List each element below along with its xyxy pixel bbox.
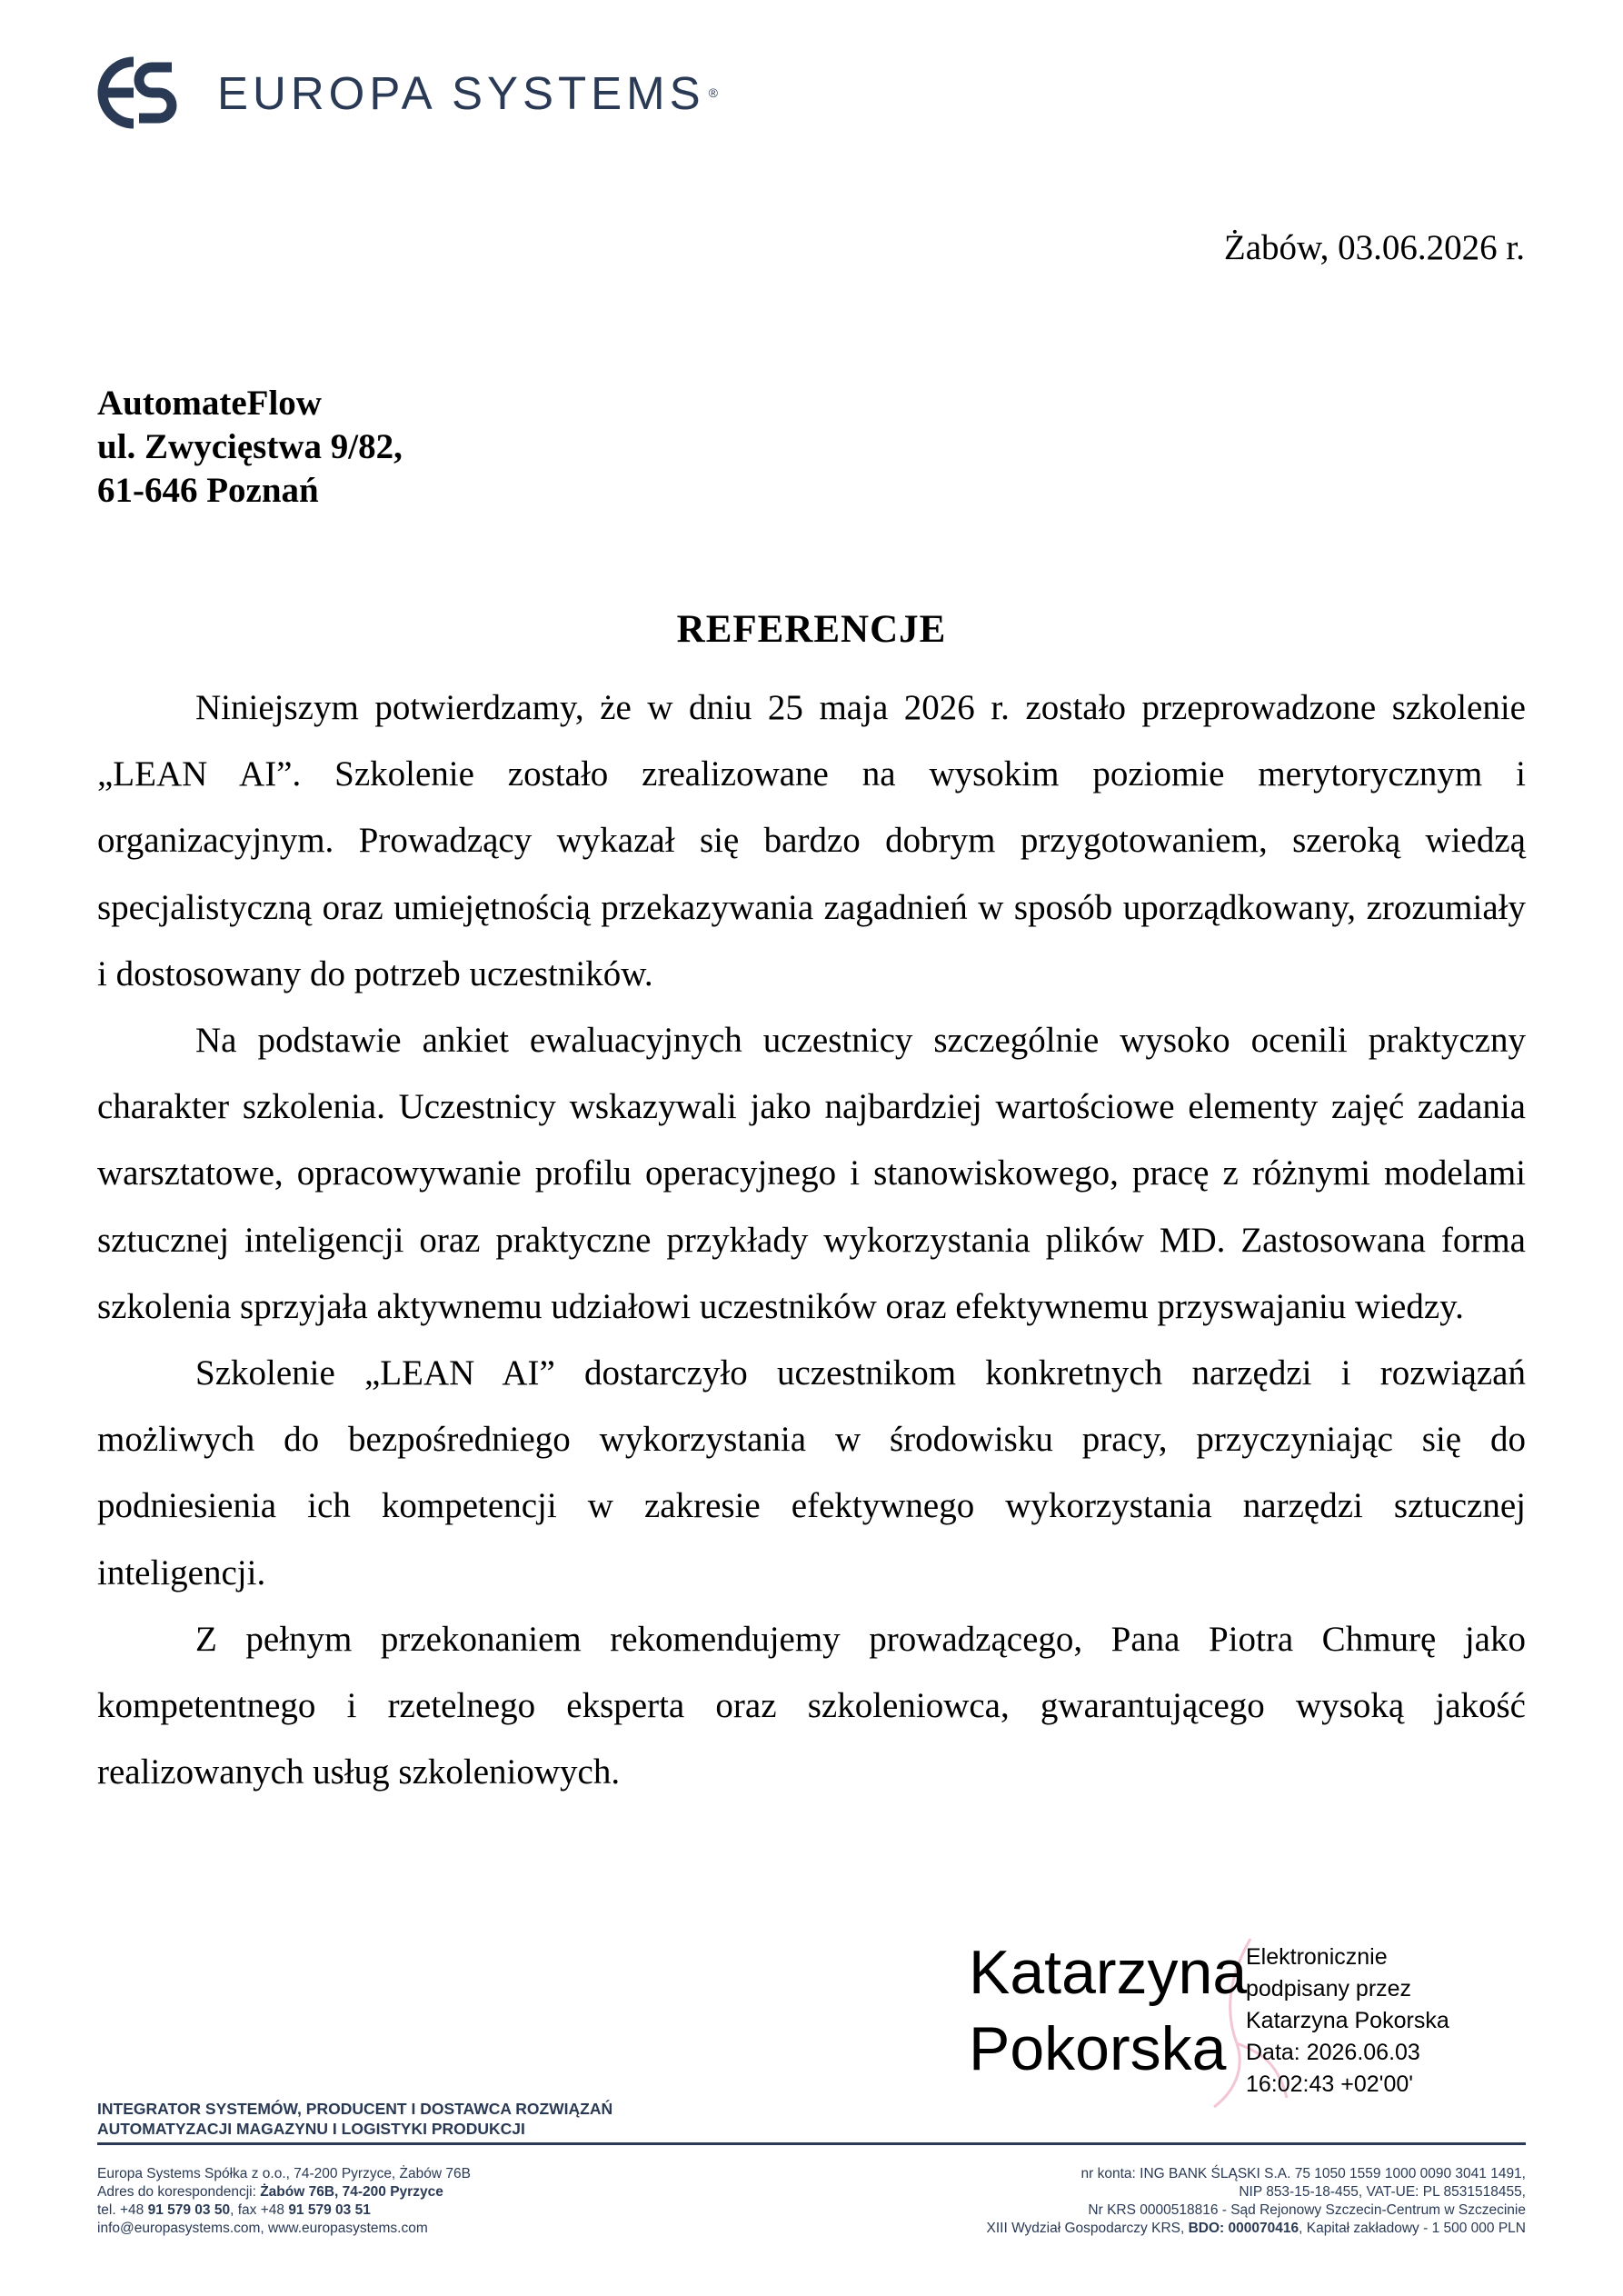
recipient-name: AutomateFlow bbox=[97, 384, 322, 423]
footer-tax-ids: NIP 853-15-18-455, VAT-UE: PL 8531518455, bbox=[1239, 2184, 1526, 2200]
letter-body bbox=[97, 674, 1526, 1805]
footer-contact bbox=[97, 2165, 471, 2238]
company-name: EUROPA SYSTEMS bbox=[217, 66, 705, 119]
footer-email-web: info@europasystems.com, www.europasystems.com bbox=[97, 2221, 428, 2236]
footer-registration bbox=[987, 2165, 1527, 2238]
signer-last-name: Pokorska bbox=[969, 2014, 1227, 2083]
signer-name bbox=[969, 1934, 1247, 2087]
tagline-line: INTEGRATOR SYSTEMÓW, PRODUCENT I DOSTAWCA ROZWIĄZAŃ bbox=[97, 2100, 613, 2118]
signature-detail-line: 16:02:43 +02'00' bbox=[1246, 2071, 1414, 2097]
signature-detail-line: Data: 2026.06.03 bbox=[1246, 2040, 1420, 2065]
footer-bdo-capital: XIII Wydział Gospodarczy KRS, BDO: 000070416, Kapitał zakładowy - 1 500 000 PLN bbox=[986, 2221, 1526, 2236]
registered-mark: ® bbox=[708, 85, 718, 100]
signature-detail-line: podpisany przez bbox=[1246, 1976, 1412, 2002]
footer-bank-account: nr konta: ING BANK ŚLĄSKI S.A. 75 1050 1559 1000 0090 3041 1491, bbox=[1080, 2166, 1526, 2181]
signature-detail-line: Elektronicznie bbox=[1246, 1944, 1388, 1970]
electronic-signature bbox=[969, 1934, 1478, 2116]
body-paragraph: Niniejszym potwierdzamy, że w dniu 25 maja 2026 r. zostało przeprowadzone szkolenie „LEAN AI”. Szkolenie zostało zrealizowane na wysokim poziomie merytorycznym i organizacyjnym. Prowadzący wykazał się bardzo dobrym przygotowaniem, szeroką wiedzą specjalistyczną oraz umiejętnością przekazywania zagadnień w sposób uporządkowany, zrozumiały i dostosowany do potrzeb uczestników. bbox=[97, 688, 1526, 993]
body-paragraph: Z pełnym przekonaniem rekomendujemy prowadzącego, Pana Piotra Chmurę jako kompetentnego i rzetelnego eksperta oraz szkoleniowca, gwarantującego wysoką jakość realizowanych usług szkoleniowych. bbox=[97, 1619, 1526, 1792]
recipient-city: 61-646 Poznań bbox=[97, 471, 319, 510]
footer-divider bbox=[97, 2142, 1526, 2145]
signer-first-name: Katarzyna bbox=[969, 1938, 1248, 2007]
signature-detail-line: Katarzyna Pokorska bbox=[1246, 2008, 1449, 2033]
footer-krs: Nr KRS 0000518816 - Sąd Rejonowy Szczecin-Centrum w Szczecinie bbox=[1088, 2202, 1526, 2218]
company-logo bbox=[97, 53, 718, 133]
footer-company-address: Europa Systems Spółka z o.o., 74-200 Pyrzyce, Żabów 76B bbox=[97, 2166, 471, 2181]
place-and-date: Żabów, 03.06.2026 r. bbox=[1223, 228, 1525, 267]
signature-details bbox=[1246, 1942, 1449, 2101]
footer-phone-fax: tel. +48 91 579 03 50, fax +48 91 579 03 51 bbox=[97, 2202, 371, 2218]
recipient-address bbox=[97, 382, 403, 513]
footer-correspondence-address: Adres do korespondencji: Żabów 76B, 74-200 Pyrzyce bbox=[97, 2184, 443, 2200]
body-paragraph: Na podstawie ankiet ewaluacyjnych uczestnicy szczególnie wysoko ocenili praktyczny charakter szkolenia. Uczestnicy wskazywali jako najbardziej wartościowe elementy zajęć zadania warsztatowe, opracowywanie profilu operacyjnego i stanowiskowego, pracę z różnymi modelami sztucznej inteligencji oraz praktyczne przykłady wykorzystania plików MD. Zastosowana forma szkolenia sprzyjała aktywnemu udziałowi uczestników oraz efektywnemu przyswajaniu wiedzy. bbox=[97, 1021, 1526, 1326]
letter-title: REFERENCJE bbox=[676, 608, 947, 651]
company-tagline bbox=[97, 2099, 612, 2139]
europa-systems-logo-icon bbox=[97, 53, 177, 133]
tagline-line: AUTOMATYZACJI MAGAZYNU I LOGISTYKI PRODUKCJI bbox=[97, 2120, 525, 2138]
recipient-street: ul. Zwycięstwa 9/82, bbox=[97, 427, 403, 466]
body-paragraph: Szkolenie „LEAN AI” dostarczyło uczestnikom konkretnych narzędzi i rozwiązań możliwych do bezpośredniego wykorzystania w środowisku pracy, przyczyniając się do podniesienia ich kompetencji w zakresie efektywnego wykorzystania narzędzi sztucznej inteligencji. bbox=[97, 1353, 1526, 1592]
